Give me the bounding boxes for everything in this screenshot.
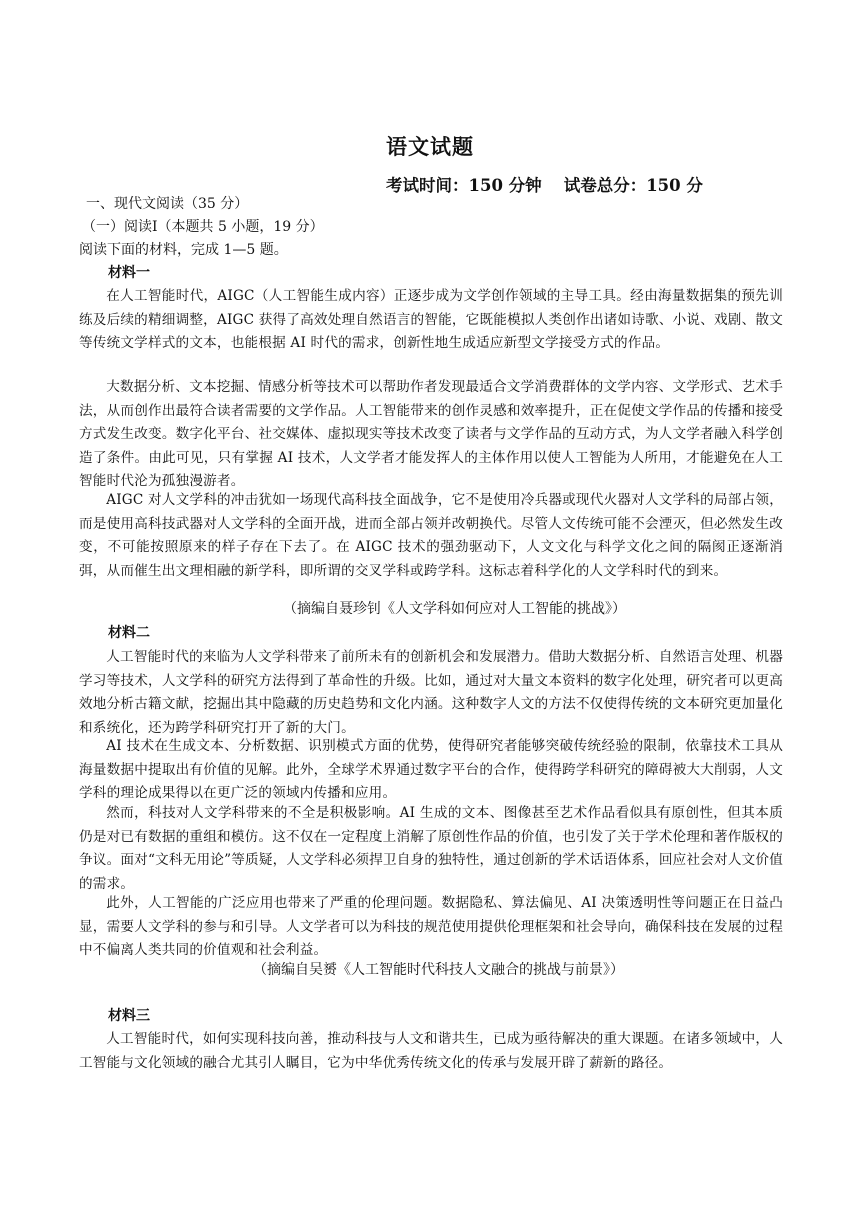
material3-paragraph-1: 人工智能时代，如何实现科技向善，推动科技与人文和谐共生，已成为亟待解决的重大课题。在诸多领域中，人工智能与文化领域的融合尤其引人瞩目，它为中华优秀传统文化的传承与发展开辟了薪新的路径。 <box>79 1031 783 1071</box>
material1-paragraph-2: 大数据分析、文本挖掘、情感分析等技术可以帮助作者发现最适合文学消费群体的文学内容、文学形式、艺术手法，从而创作出最符合读者需要的文学作品。人工智能带来的创作灵感和效率提升，正在促使文学作品的传播和接受方式发生改变。数字化平台、社交媒体、虚拟现实等技术改变了读者与文学作品的互动方式，为人文学者融入科学创造了条件。由此可见，只有掌握 AI 技术，人文学者才能发挥人的主体作用以使人工智能为人所用，才能避免在人工智能时代沦为孤独漫游者。 <box>79 379 783 489</box>
material2-source: （摘编自吴赟《人工智能时代科技人文融合的挑战与前景》） <box>253 962 624 978</box>
material1-source: （摘编自聂珍钊《人文学科如何应对人工智能的挑战》） <box>283 601 626 617</box>
material2-heading: 材料二 <box>108 625 150 641</box>
material2-paragraph-3: 然而，科技对人文学科带来的不全是积极影响。AI 生成的文本、图像甚至艺术作品看似具有原创性，但其本质仍是对已有数据的重组和模仿。这不仅在一定程度上消解了原创性作品的价值，也引发了关于学术伦理和著作版权的争议。面对“文科无用论”等质疑，人文学科必须捍卫自身的独特性，通过创新的学术话语体系，回应社会对人文价值的需求。 <box>79 805 783 892</box>
material1-heading: 材料一 <box>108 265 150 281</box>
exam-info <box>386 172 703 196</box>
material1-paragraph-1: 在人工智能时代，AIGC（人工智能生成内容）正逐步成为文学创作领域的主导工具。经由海量数据集的预先训练及后续的精细调整，AIGC 获得了高效处理自然语言的智能，它既能模拟人类创作出诸如诗歌、小说、戏剧、散文等传统文学样式的文本，也能根据 AI 时代的需求，创新性地生成适应新型文学接受方式的作品。 <box>79 288 783 351</box>
material2-paragraph-1: 人工智能时代的来临为人文学科带来了前所未有的创新机会和发展潜力。借助大数据分析、自然语言处理、机器学习等技术，人文学科的研究方法得到了革命性的升级。比如，通过对大量文本资料的数字化处理，研究者可以更高效地分析古籍文献，挖掘出其中隐藏的历史趋势和文化内涵。这种数字人文的方法不仅使得传统的文本研究更加量化和系统化，还为跨学科研究打开了新的大门。 <box>79 649 783 736</box>
exam-title: 语文试题 <box>386 134 474 159</box>
material1-paragraph-3: AIGC 对人文学科的冲击犹如一场现代高科技全面战争，它不是使用冷兵器或现代火器对人文学科的局部占领，而是使用高科技武器对人文学科的全面开战，进而全部占领并改朝换代。尽管人文传统可能不会湮灭，但必然发生改变，不可能按照原来的样子存在下去了。在 AIGC 技术的强劲驱动下，人文文化与科学文化之间的隔阂正逐渐消弭，从而催生出文理相融的新学科，即所谓的交叉学科或跨学科。这标志着科学化的人文学科时代的到来。 <box>79 492 783 579</box>
total-score: 试卷总分：150 分 <box>563 176 703 195</box>
material2-paragraph-4: 此外，人工智能的广泛应用也带来了严重的伦理问题。数据隐私、算法偏见、AI 决策透明性等问题正在日益凸显，需要人文学科的参与和引导。人文学者可以为科技的规范使用提供伦理框架和社会导向，确保科技在发展的过程中不偏离人类共同的价值观和社会利益。 <box>79 895 783 958</box>
material2-paragraph-2: AI 技术在生成文本、分析数据、识别模式方面的优势，使得研究者能够突破传统经验的限制，依靠技术工具从海量数据中提取出有价值的见解。此外，全球学术界通过数字平台的合作，使得跨学科研究的障碍被大大削弱，人文学科的理论成果得以在更广泛的领域内传播和应用。 <box>79 738 783 801</box>
subsection-heading: （一）阅读Ⅰ（本题共 5 小题，19 分） <box>82 219 324 235</box>
instruction-text: 阅读下面的材料，完成 1—5 题。 <box>79 242 288 258</box>
exam-time: 考试时间：150 分钟 <box>386 176 542 195</box>
section-heading: 一、现代文阅读（35 分） <box>86 196 249 212</box>
material3-heading: 材料三 <box>108 1008 150 1024</box>
